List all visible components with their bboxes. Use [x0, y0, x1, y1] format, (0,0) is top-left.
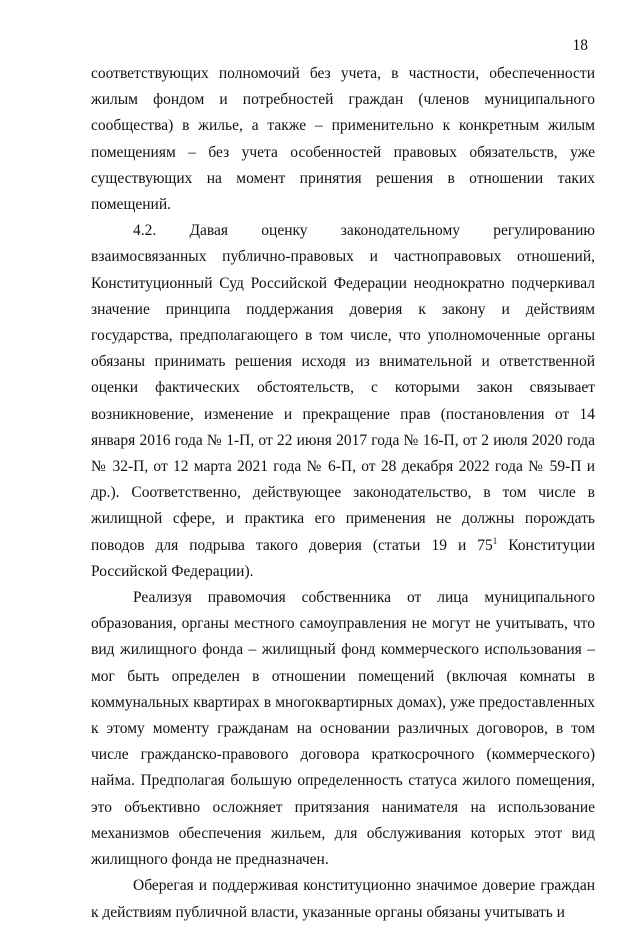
paragraph-section-4-2 [91, 218, 595, 585]
paragraph-realizing-rights: Реализуя правомочия собственника от лица муниципального образования, органы местного самоуправления не могут не учитывать, что вид жилищного фонда – жилищный фонд коммерческого использования – мог быть определен в отношении помещений (включая комнаты в коммунальных квартирах в многоквартирных домах), уже предоставленных к этому моменту гражданам на основании различных договоров, в том числе гражданско-правового договора краткосрочного (коммерческого) найма. Предполагая большую определенность статуса жилого помещения, это объективно осложняет притязания нанимателя на использование механизмов обеспечения жильем, для обслуживания которых этот вид жилищного фонда не предназначен. [91, 589, 595, 869]
paragraph-text: 4.2. Давая оценку законодательному регулированию взаимосвязанных публично-правовых и частноправовых отношений, Конституционный Суд Российской Федерации неоднократно подчеркивал значение принципа поддержания доверия к закону и действиям государства, предполагающего в том числе, что уполномоченные органы обязаны принимать решения исходя из внимательной и ответственной оценки фактических обстоятельств, с которыми закон связывает возникновение, изменение и прекращение прав (постановления от 14 января 2016 года № 1-П, от 22 июня 2017 года № 16-П, от 2 июля 2020 года № 32-П, от 12 марта 2021 года № 6-П, от 28 декабря 2022 года № 59-П и др.). Соответственно, действующее законодательство, в том числе в жилищной сфере, и практика его применения не должны порождать поводов для подрыва такого доверия (статьи 19 и 75 [91, 222, 595, 554]
document-body [91, 61, 595, 926]
paragraph-continued: соответствующих полномочий без учета, в частности, обеспеченности жилым фондом и потребностей граждан (членов муниципального сообщества) в жилье, а также – применительно к конкретным жилым помещениям – без учета особенностей правовых обязательств, уже существующих на момент принятия решения в отношении таких помещений. [91, 65, 595, 214]
paragraph-preserving-trust: Оберегая и поддерживая конституционно значимое доверие граждан к действиям публичной власти, указанные органы обязаны учитывать и [91, 877, 595, 921]
article-superscript: 1 [492, 535, 498, 546]
paragraph-text-end: Конституции Российской Федерации). [91, 536, 595, 580]
page-number: 18 [572, 37, 588, 54]
